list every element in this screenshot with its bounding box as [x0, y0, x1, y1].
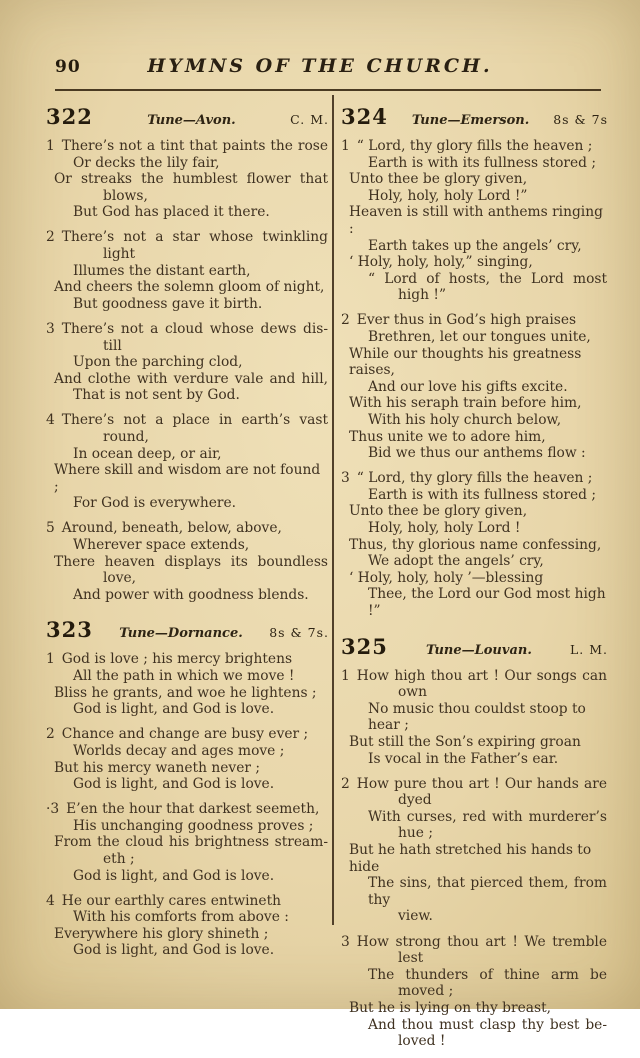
verse-line: Bid we thus our anthems flow :: [368, 445, 586, 462]
verse-line: For God is everywhere.: [73, 495, 237, 512]
hymn-meter: 8s & 7s: [553, 112, 608, 127]
verse-line: God is light, and God is love.: [73, 701, 275, 718]
verse: [341, 470, 608, 619]
verse: [46, 321, 329, 404]
verse-line: Where skill and wisdom are not found ;: [54, 462, 321, 495]
verse: [46, 520, 329, 603]
verse-line: 2 There’s not a star whose twinkling: [46, 229, 328, 246]
verse-number: 4: [46, 412, 55, 429]
page-title: HYMNS OF THE CHURCH.: [147, 55, 493, 77]
verse-line: Unto thee be glory given,: [349, 171, 528, 188]
hymn-tune: Tune—Louvan.: [425, 642, 532, 658]
verse-line: 1 How high thou art ! Our songs can: [341, 667, 607, 684]
verse-line: But still the Son’s expiring groan: [349, 734, 581, 750]
verse-line: 2 How pure thou art ! Our hands are: [341, 775, 607, 792]
verse-line: In ocean deep, or air,: [73, 445, 222, 462]
verse-line: We adopt the angels’ cry,: [368, 553, 544, 570]
verse-line: Thee, the Lord our God most high !”: [368, 586, 606, 620]
verse-line: Or streaks the humblest flower that: [54, 171, 328, 188]
verse-line: till: [103, 337, 122, 354]
verse-line: With his holy church below,: [368, 412, 562, 428]
verse-line: Heaven is still with anthems ringing :: [349, 204, 603, 237]
verse-number: 1: [341, 138, 350, 154]
verse-number: 2: [46, 229, 55, 246]
page-number: 90: [55, 57, 81, 77]
verse: [341, 138, 608, 304]
verse-line: dyed: [398, 792, 432, 809]
hymn-meter: 8s & 7s.: [269, 625, 329, 641]
verse: [46, 801, 329, 884]
verse-line: blows,: [103, 187, 148, 204]
verse: [341, 668, 608, 768]
verse-line: eth ;: [103, 850, 135, 867]
hymn-324: [341, 104, 608, 620]
verse-line: “ Lord of hosts, the Lord most: [368, 270, 607, 287]
hymn-322: [46, 104, 329, 603]
verse-line: round,: [103, 429, 149, 445]
hymn-header: [46, 617, 329, 642]
verse: [46, 138, 329, 221]
verse-line: And cheers the solemn gloom of night,: [54, 279, 325, 296]
verse-line: Holy, holy, holy Lord !: [368, 520, 521, 537]
verse-line: own: [398, 684, 428, 701]
verse-number: 5: [46, 520, 55, 537]
verse-number: ·3: [46, 801, 60, 818]
verse-line: There heaven displays its boundless: [54, 553, 328, 570]
verse-line: His unchanging goodness proves ;: [73, 817, 314, 834]
verse: [46, 726, 329, 792]
verse-number: 2: [341, 775, 350, 792]
hymn-tune: Tune—Emerson.: [411, 113, 530, 128]
verse: [46, 893, 329, 959]
hymn-meter: C. M.: [290, 112, 329, 127]
hymn-header: [46, 104, 329, 129]
hymn-number: 324: [341, 104, 388, 129]
verse-line: With his seraph train before him,: [349, 395, 582, 412]
verse-line: lest: [398, 950, 424, 967]
verse-line: view.: [398, 908, 433, 925]
verse-line: light: [103, 246, 136, 263]
verse-line: The sins, that pierced them, from thy: [368, 875, 607, 908]
verse-line: And power with goodness blends.: [73, 586, 309, 603]
verse-line: Everywhere his glory shineth ;: [54, 925, 269, 942]
verse: [341, 776, 608, 925]
verse-line: Earth is with its fullness stored ;: [368, 486, 597, 503]
verse-line: ·3 E’en the hour that darkest seemeth,: [46, 801, 320, 818]
verse-line: 1 “ Lord, thy glory fills the heaven ;: [341, 138, 593, 154]
verse-line: Illumes the distant earth,: [73, 262, 251, 279]
verse-number: 3: [46, 320, 55, 337]
verse-line: hue ;: [398, 825, 433, 842]
verse-line: No music thou couldst stoop to hear ;: [368, 700, 586, 734]
verse-line: With curses, red with murderer’s: [368, 808, 607, 825]
verse-line: Or decks the lily fair,: [73, 154, 220, 171]
verse-number: 2: [341, 312, 350, 329]
header-rule: [55, 89, 601, 91]
verse-number: 4: [46, 892, 55, 909]
verse: [46, 412, 329, 512]
verse-line: Holy, holy, holy Lord !”: [368, 187, 528, 204]
verse-line: And clothe with verdure vale and hill,: [54, 370, 328, 387]
verse-line: All the path in which we move !: [73, 668, 295, 685]
verse-line: 1 God is love ; his mercy brightens: [46, 651, 293, 668]
hymn-number: 323: [46, 617, 93, 643]
verse-line: The thunders of thine arm be: [368, 966, 607, 983]
hymn-header: [341, 104, 608, 129]
verse-line: 4 He our earthly cares entwineth: [46, 892, 282, 909]
verse-line: Thus unite we to adore him,: [349, 428, 546, 445]
hymn-number: 325: [341, 633, 388, 659]
verse-line: But goodness gave it birth.: [73, 295, 263, 312]
verse-line: And our love his gifts excite.: [368, 378, 568, 395]
verse-line: ‘ Holy, holy, holy ’—blessing: [349, 569, 544, 586]
verse-line: Bliss he grants, and woe he lightens ;: [54, 684, 317, 701]
column-left: [46, 100, 329, 968]
verse-line: God is light, and God is love.: [73, 776, 275, 793]
verse-line: God is light, and God is love.: [73, 867, 275, 884]
verse-line: God is light, and God is love.: [73, 942, 275, 959]
column-right: [341, 100, 608, 1058]
hymn-tune: Tune—Dornance.: [119, 626, 243, 642]
verse-line: moved ;: [398, 983, 454, 1000]
verse-line: While our thoughts his greatness raises,: [349, 345, 582, 379]
verse-line: But he hath stretched his hands to hide: [349, 842, 592, 875]
verse-line: Unto thee be glory given,: [349, 503, 528, 520]
verse: [341, 934, 608, 1050]
verse-line: Is vocal in the Father’s ear.: [368, 750, 559, 767]
verse-line: ‘ Holy, holy, holy,” singing,: [349, 254, 533, 271]
verse-line: 3 “ Lord, thy glory fills the heaven ;: [341, 470, 593, 487]
verse-line: 2 Ever thus in God’s high praises: [341, 312, 577, 329]
verse-line: 5 Around, beneath, below, above,: [46, 520, 282, 537]
verse-line: Wherever space extends,: [73, 537, 250, 554]
verse-line: Earth takes up the angels’ cry,: [368, 237, 582, 254]
verse-line: 3 How strong thou art ! We tremble: [341, 933, 607, 950]
verse-line: But he is lying on thy breast,: [349, 999, 552, 1016]
verse: [46, 229, 329, 312]
verse-number: 2: [46, 726, 55, 743]
hymn-325: [341, 634, 608, 1050]
verse: [46, 651, 329, 717]
verse-number: 3: [341, 470, 350, 487]
verse-line: That is not sent by God.: [73, 387, 240, 404]
verse-number: 1: [46, 138, 55, 154]
hymn-header: [341, 634, 608, 659]
verse-line: And thou must clasp thy best be-: [368, 1016, 607, 1033]
verse-line: 1 There’s not a tint that paints the rose: [46, 138, 328, 154]
verse-line: Thus, thy glorious name confessing,: [349, 536, 602, 553]
verse-line: Earth is with its fullness stored ;: [368, 154, 597, 171]
verse-line: Brethren, let our tongues unite,: [368, 329, 591, 346]
verse-line: 4 There’s not a place in earth’s vast: [46, 412, 328, 429]
verse-number: 1: [46, 651, 55, 668]
verse-line: But his mercy waneth never ;: [54, 759, 261, 776]
verse-line: Worlds decay and ages move ;: [73, 742, 285, 759]
verse: [341, 312, 608, 461]
verse-number: 1: [341, 667, 350, 684]
verse-line: loved !: [398, 1033, 446, 1050]
verse-line: love,: [103, 570, 137, 587]
verse-line: high !”: [398, 287, 446, 304]
verse-line: With his comforts from above :: [73, 909, 289, 926]
column-divider-rule: [332, 95, 334, 925]
hymn-tune: Tune—Avon.: [147, 113, 236, 128]
verse-line: From the cloud his brightness stream-: [54, 834, 328, 851]
verse-line: But God has placed it there.: [73, 204, 270, 221]
verse-number: 3: [341, 933, 350, 950]
hymn-meter: L. M.: [569, 641, 608, 657]
verse-line: Upon the parching clod,: [73, 354, 243, 371]
verse-line: 3 There’s not a cloud whose dews dis-: [46, 320, 328, 337]
hymn-number: 322: [46, 104, 93, 129]
hymn-323: [46, 617, 329, 959]
verse-line: 2 Chance and change are busy ever ;: [46, 726, 309, 743]
